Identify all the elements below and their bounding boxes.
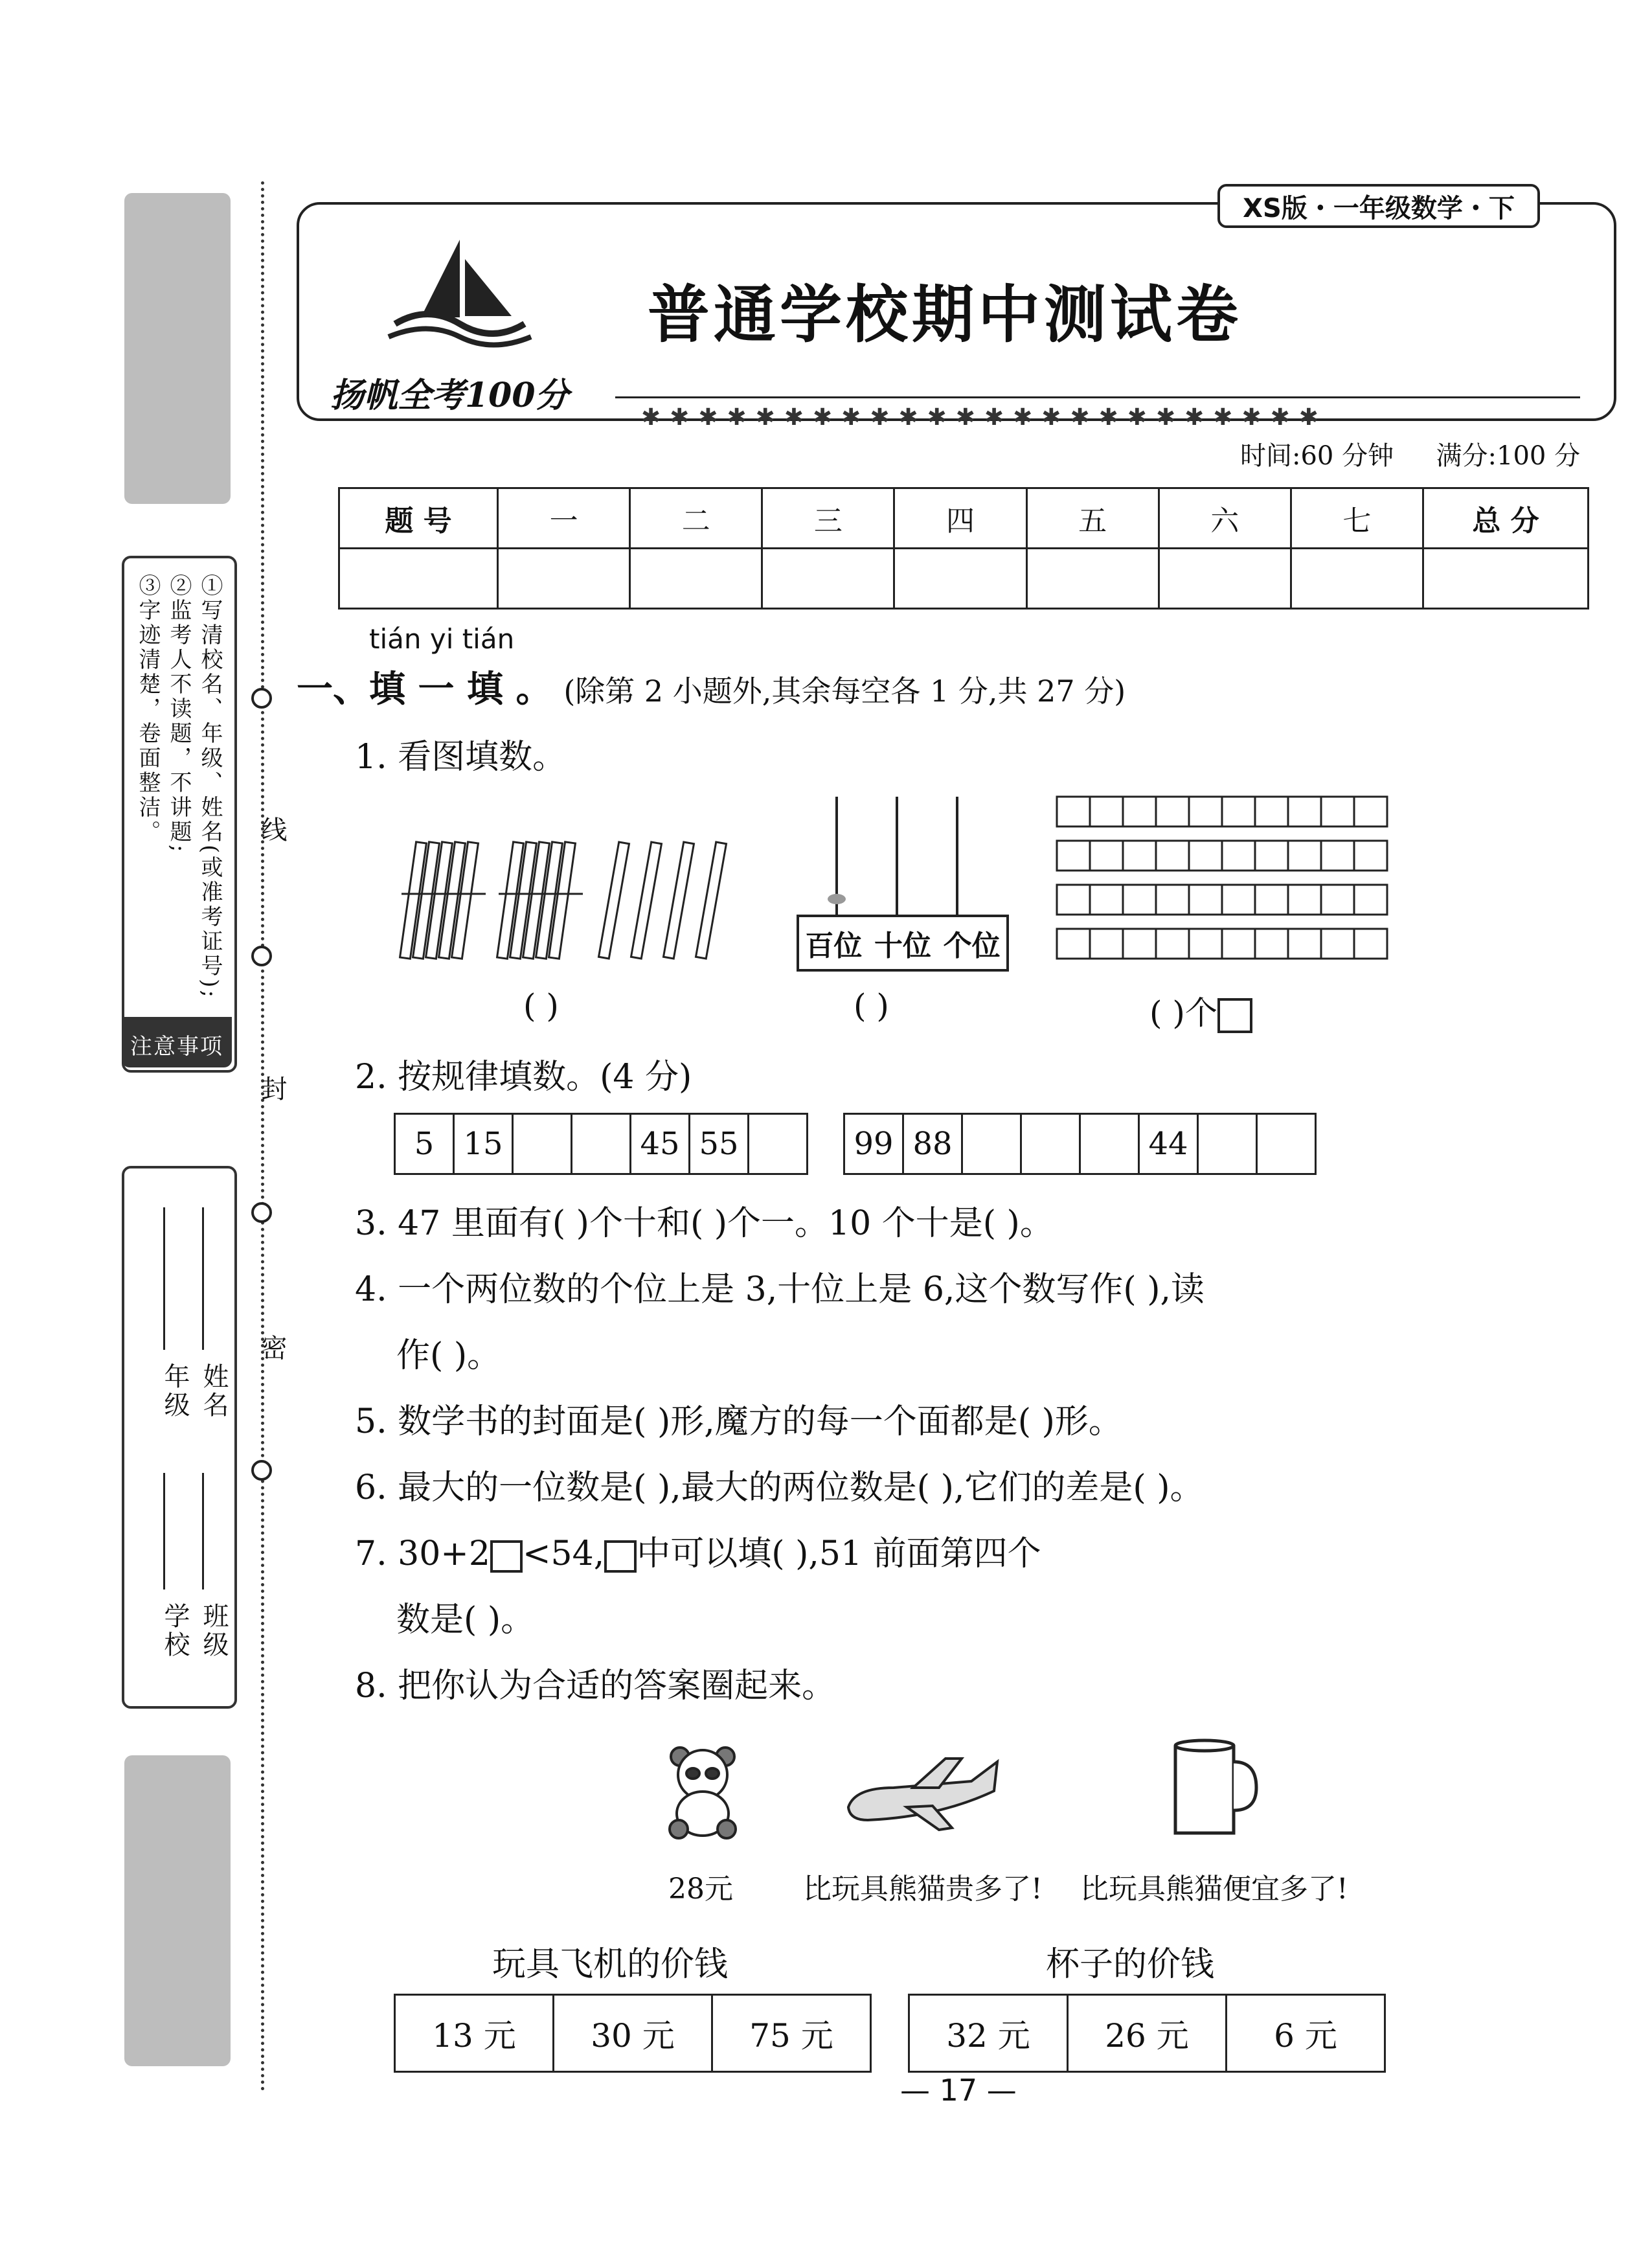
score-header: 七 bbox=[1291, 488, 1423, 549]
grid-square bbox=[1156, 885, 1189, 915]
grid-square bbox=[1354, 929, 1387, 959]
grid-square bbox=[1321, 929, 1354, 959]
edition-badge: XS版・一年级数学・下 bbox=[1217, 184, 1540, 228]
field-class: 班级 bbox=[199, 1602, 229, 1659]
seq-cell: 15 bbox=[454, 1114, 513, 1174]
score-header: 二 bbox=[630, 488, 762, 549]
score-header: 四 bbox=[894, 488, 1026, 549]
grid-square bbox=[1189, 929, 1222, 959]
section-title: 一、填 一 填 。 bbox=[297, 668, 552, 711]
grid-square bbox=[1354, 885, 1387, 915]
notice-line: ①写清校名、年级、姓名(或准考证号); bbox=[197, 574, 223, 1000]
grid-square bbox=[1090, 797, 1123, 826]
price-option[interactable]: 26 元 bbox=[1068, 1995, 1227, 2072]
square-symbol bbox=[1217, 998, 1252, 1033]
score-header: 题 号 bbox=[339, 488, 498, 549]
grid-square bbox=[1222, 885, 1255, 915]
grid-squares-image bbox=[1054, 794, 1391, 969]
answer-blank-1a[interactable]: ( ) bbox=[523, 987, 559, 1025]
question-5: 5. 数学书的封面是( )形,魔方的每一个面都是( )形。 bbox=[355, 1402, 1122, 1441]
grid-square bbox=[1321, 797, 1354, 826]
binding-ring bbox=[251, 1202, 272, 1223]
grid-square bbox=[1189, 797, 1222, 826]
grid-square bbox=[1255, 841, 1288, 871]
cup-caption: 比玩具熊猫便宜多了! bbox=[1080, 1873, 1348, 1906]
price-option[interactable]: 13 元 bbox=[395, 1995, 554, 2072]
grid-square bbox=[1090, 929, 1123, 959]
question-2: 2. 按规律填数。(4 分) bbox=[355, 1058, 692, 1097]
sequence-b bbox=[843, 1113, 1317, 1175]
seq-cell: 5 bbox=[395, 1114, 454, 1174]
seq-cell[interactable] bbox=[513, 1114, 572, 1174]
sticks-bundles-image bbox=[395, 829, 745, 972]
grid-square bbox=[1123, 841, 1156, 871]
plane-price-title: 玩具飞机的价钱 bbox=[492, 1945, 729, 1984]
grid-square bbox=[1354, 841, 1387, 871]
field-line bbox=[202, 1207, 204, 1350]
grid-square bbox=[1123, 929, 1156, 959]
grid-square bbox=[1156, 797, 1189, 826]
q7-mid: <54, bbox=[522, 1534, 605, 1573]
cut-label: 封 bbox=[257, 1075, 287, 1104]
square-symbol bbox=[604, 1540, 637, 1573]
score-table bbox=[338, 487, 1589, 610]
field-name: 姓名 bbox=[199, 1363, 229, 1420]
cup-price-title: 杯子的价钱 bbox=[1046, 1945, 1215, 1984]
score-cell[interactable] bbox=[1026, 549, 1159, 609]
grid-square bbox=[1288, 929, 1321, 959]
question-7a bbox=[355, 1526, 1041, 1575]
cut-line bbox=[261, 181, 264, 2092]
score-cell[interactable] bbox=[630, 549, 762, 609]
grid-square bbox=[1255, 885, 1288, 915]
question-7b: 数是( )。 bbox=[396, 1601, 535, 1639]
grid-square bbox=[1156, 841, 1189, 871]
grid-square bbox=[1123, 797, 1156, 826]
stick-bundle bbox=[497, 842, 583, 959]
grid-square bbox=[1354, 797, 1387, 826]
binding-ring bbox=[251, 946, 272, 966]
plane-caption: 比玩具熊猫贵多了! bbox=[803, 1873, 1043, 1906]
grid-square bbox=[1222, 929, 1255, 959]
grid-square bbox=[1189, 841, 1222, 871]
page-title: 普通学校期中测试卷 bbox=[648, 278, 1242, 351]
seq-cell: 45 bbox=[631, 1114, 690, 1174]
cut-label: 线 bbox=[257, 816, 287, 845]
seq-cell[interactable] bbox=[1257, 1114, 1316, 1174]
sailboat-logo bbox=[382, 233, 537, 350]
abacus-label: 个位 bbox=[943, 929, 1001, 963]
seq-cell[interactable] bbox=[572, 1114, 631, 1174]
notice-line: ②监考人不读题，不讲题; bbox=[166, 574, 192, 855]
seq-cell[interactable] bbox=[1198, 1114, 1257, 1174]
score-cell[interactable] bbox=[1423, 549, 1589, 609]
section-pinyin: tián yi tián bbox=[369, 623, 515, 655]
cut-label: 密 bbox=[257, 1334, 287, 1363]
seq-cell[interactable] bbox=[1021, 1114, 1080, 1174]
score-cell[interactable] bbox=[339, 549, 498, 609]
exam-full-score: 满分:100 分 bbox=[1436, 441, 1581, 471]
grid-square bbox=[1189, 885, 1222, 915]
margin-block-top bbox=[124, 193, 231, 504]
grid-square bbox=[1288, 797, 1321, 826]
score-header: 总 分 bbox=[1423, 488, 1589, 549]
score-entry-row bbox=[339, 549, 1589, 609]
grid-square bbox=[1288, 885, 1321, 915]
grid-square bbox=[1156, 929, 1189, 959]
seq-cell[interactable] bbox=[749, 1114, 808, 1174]
binding-ring bbox=[251, 1460, 272, 1481]
cup-icon bbox=[1166, 1736, 1263, 1840]
grid-square bbox=[1057, 929, 1090, 959]
price-option[interactable]: 30 元 bbox=[554, 1995, 712, 2072]
score-header: 五 bbox=[1026, 488, 1159, 549]
score-cell[interactable] bbox=[894, 549, 1026, 609]
notice-box bbox=[122, 556, 237, 1073]
seq-cell[interactable] bbox=[1080, 1114, 1139, 1174]
cup-price-options bbox=[908, 1994, 1386, 2073]
square-symbol bbox=[490, 1540, 523, 1573]
stick-bundle bbox=[400, 842, 486, 959]
section-note: (除第 2 小题外,其余每空各 1 分,共 27 分) bbox=[563, 674, 1126, 709]
exam-meta bbox=[1240, 435, 1580, 472]
grid-square bbox=[1057, 885, 1090, 915]
section-heading bbox=[297, 661, 1126, 712]
grid-square bbox=[1222, 841, 1255, 871]
score-cell[interactable] bbox=[1159, 549, 1291, 609]
price-option[interactable]: 6 元 bbox=[1227, 1995, 1385, 2072]
seq-cell[interactable] bbox=[962, 1114, 1021, 1174]
binding-ring bbox=[251, 688, 272, 709]
student-info-box bbox=[122, 1166, 237, 1709]
grid-square bbox=[1057, 841, 1090, 871]
grid-square bbox=[1255, 929, 1288, 959]
grid-square bbox=[1321, 885, 1354, 915]
brand-underline bbox=[615, 396, 1580, 398]
grid-square bbox=[1321, 841, 1354, 871]
score-header-row bbox=[339, 488, 1589, 549]
abacus-label: 十位 bbox=[874, 929, 931, 963]
sequence-a bbox=[394, 1113, 808, 1175]
exam-time: 时间:60 分钟 bbox=[1240, 441, 1394, 471]
price-option[interactable]: 75 元 bbox=[712, 1995, 871, 2072]
seq-cell: 44 bbox=[1139, 1114, 1198, 1174]
field-grade: 年级 bbox=[160, 1363, 190, 1420]
abacus-image bbox=[797, 790, 1010, 920]
score-header: 三 bbox=[762, 488, 894, 549]
q7-pre: 7. 30+2 bbox=[355, 1534, 490, 1573]
seq-cell: 55 bbox=[690, 1114, 749, 1174]
question-6: 6. 最大的一位数是( ),最大的两位数是( ),它们的差是( )。 bbox=[355, 1468, 1204, 1507]
price-option[interactable]: 32 元 bbox=[909, 1995, 1068, 2072]
panda-toy-icon bbox=[661, 1742, 745, 1840]
toy-plane-icon bbox=[842, 1755, 1004, 1833]
grid-square bbox=[1222, 797, 1255, 826]
score-header: 六 bbox=[1159, 488, 1291, 549]
question-4a: 4. 一个两位数的个位上是 3,十位上是 6,这个数写作( ),读 bbox=[355, 1270, 1205, 1309]
question-1: 1. 看图填数。 bbox=[355, 738, 567, 777]
seq-cell: 99 bbox=[844, 1114, 903, 1174]
field-line bbox=[163, 1473, 165, 1589]
score-header: 一 bbox=[498, 488, 630, 549]
grid-square bbox=[1123, 885, 1156, 915]
answer-blank-1c[interactable] bbox=[1149, 987, 1252, 1034]
answer-blank-1c-text: ( )个 bbox=[1149, 994, 1217, 1032]
grid-square bbox=[1090, 841, 1123, 871]
seq-cell: 88 bbox=[903, 1114, 962, 1174]
brand-name: 扬帆全考100分 bbox=[330, 376, 569, 415]
notice-line: ③字迹清楚，卷面整洁。 bbox=[135, 574, 161, 845]
panda-price: 28元 bbox=[668, 1873, 733, 1906]
field-line bbox=[163, 1207, 165, 1350]
notice-tag-text: 注意事项 bbox=[130, 1034, 223, 1060]
grid-square bbox=[1288, 841, 1321, 871]
notice-tag bbox=[122, 1017, 232, 1067]
question-4b: 作( )。 bbox=[396, 1336, 501, 1375]
answer-blank-1b[interactable]: ( ) bbox=[854, 987, 889, 1025]
field-school: 学校 bbox=[160, 1602, 190, 1659]
margin-block-bottom bbox=[124, 1755, 231, 2066]
score-cell[interactable] bbox=[762, 549, 894, 609]
grid-square bbox=[1057, 797, 1090, 826]
abacus-base bbox=[797, 915, 1009, 972]
q7-post: 中可以填( ),51 前面第四个 bbox=[637, 1534, 1041, 1573]
field-line bbox=[202, 1473, 204, 1589]
score-cell[interactable] bbox=[1291, 549, 1423, 609]
grid-square bbox=[1255, 797, 1288, 826]
abacus-label: 百位 bbox=[805, 929, 863, 963]
score-cell[interactable] bbox=[498, 549, 630, 609]
question-8: 8. 把你认为合适的答案圈起来。 bbox=[355, 1667, 836, 1705]
question-3: 3. 47 里面有( )个十和( )个一。10 个十是( )。 bbox=[355, 1204, 1054, 1243]
plane-price-options bbox=[394, 1994, 872, 2073]
page-number: — 17 — bbox=[900, 2073, 1017, 2108]
star-divider: ✱✱✱✱✱✱✱✱✱✱✱✱✱✱✱✱✱✱✱✱✱✱✱✱ bbox=[641, 404, 1328, 431]
grid-square bbox=[1090, 885, 1123, 915]
